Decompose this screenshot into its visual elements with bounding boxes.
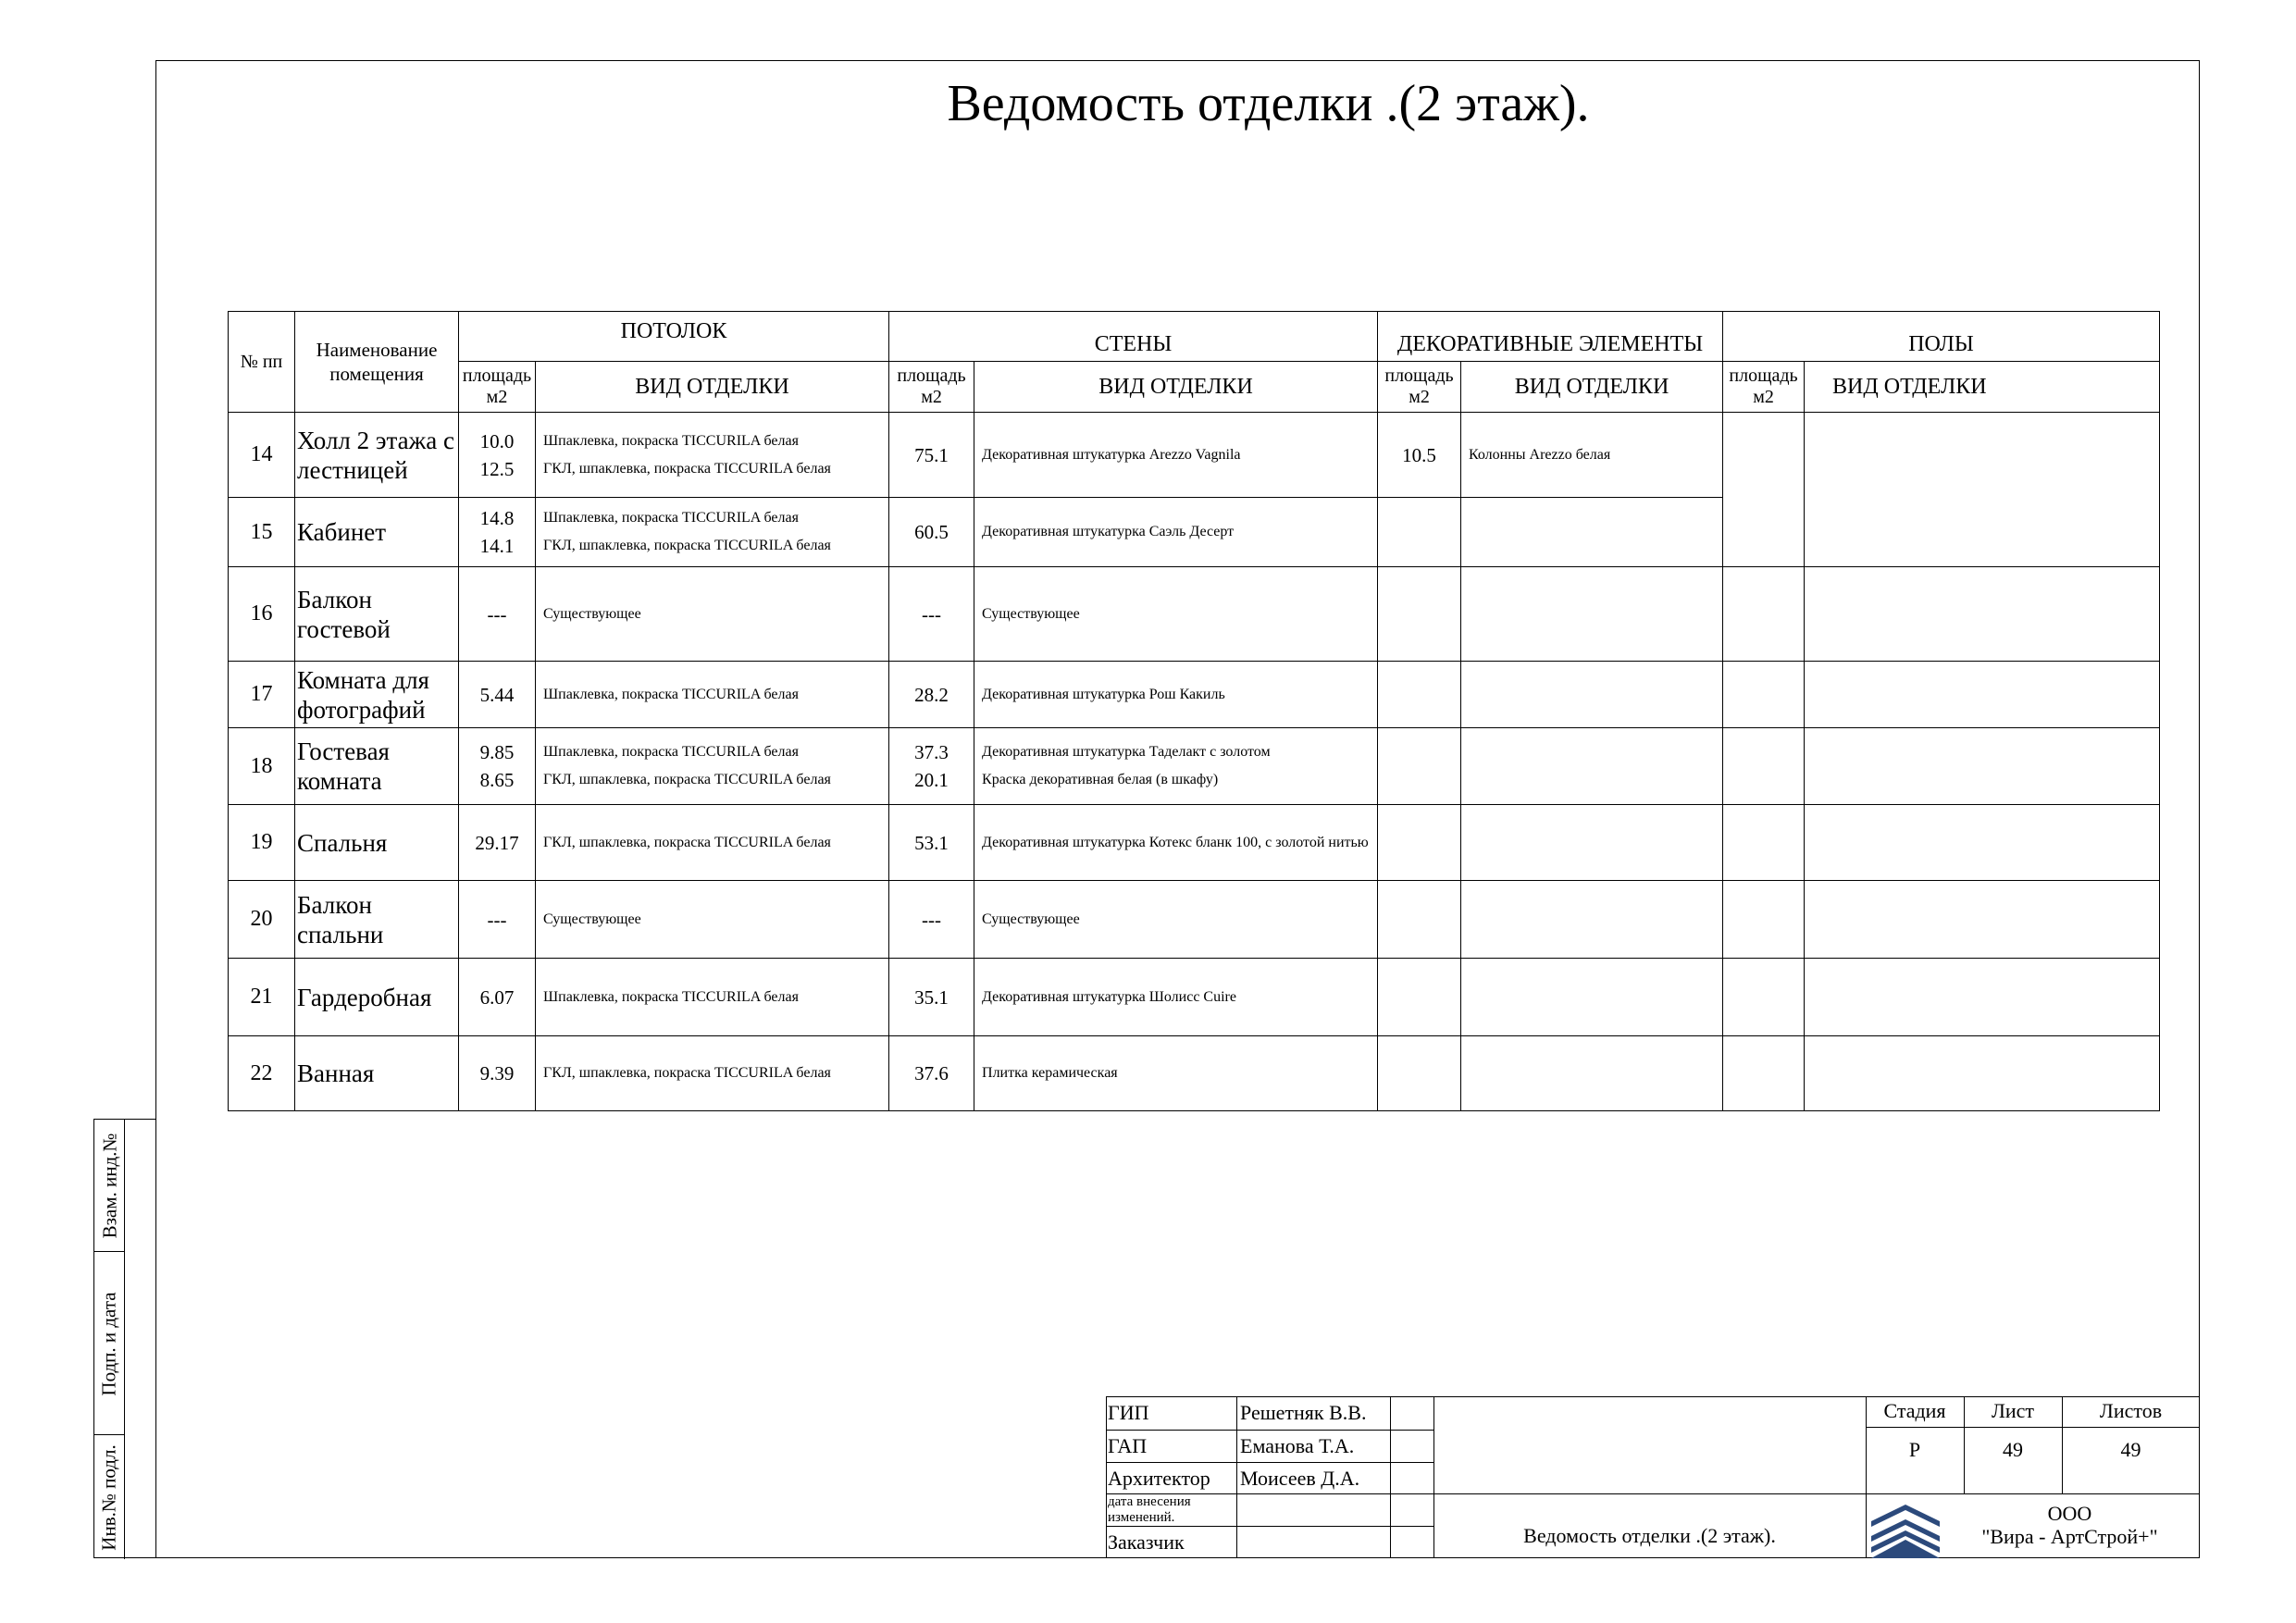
wall-area — [889, 567, 974, 662]
table-row — [229, 567, 2160, 662]
decor-finish — [1461, 498, 1723, 567]
room-name: Гостевая комната — [295, 728, 459, 805]
header-floor-finish: ВИД ОТДЕЛКИ — [1805, 362, 2160, 413]
decor-area — [1378, 1036, 1461, 1111]
floor-finish — [1805, 881, 2160, 959]
cell-line: 9.39 — [479, 1062, 515, 1084]
floor-area — [1723, 662, 1805, 728]
ceiling-finish — [536, 728, 889, 805]
floor-finish — [1805, 1036, 2160, 1111]
row-number: 21 — [229, 959, 295, 1036]
row-number: 15 — [229, 498, 295, 567]
ceiling-finish — [536, 805, 889, 881]
cell-line: Декоративная штукатурка Таделакт с золотом — [982, 744, 1271, 760]
cell-line: ГКЛ, шпаклевка, покраска TICCURILA белая — [543, 772, 831, 787]
cell-line: --- — [922, 602, 941, 626]
tb-divider — [1866, 1427, 2200, 1428]
floor-area — [1723, 728, 1805, 805]
cell-line: 75.1 — [914, 443, 949, 466]
cell-line: Декоративная штукатурка Arezzo Vagnila — [982, 446, 1241, 463]
header-walls: СТЕНЫ — [889, 312, 1378, 362]
company-line2: "Вира - АртСтрой+" — [1981, 1525, 2158, 1548]
table-row — [229, 413, 2160, 498]
header-decor-area: площадь м2 — [1378, 362, 1461, 413]
cell-line: ГКЛ, шпаклевка, покраска TICCURILA белая — [543, 538, 831, 553]
ceiling-finish — [536, 959, 889, 1036]
company-line1: ООО — [2047, 1502, 2092, 1525]
wall-finish — [974, 413, 1378, 498]
finishing-schedule-table — [228, 311, 2160, 1111]
room-name: Спальня — [295, 805, 459, 881]
ceiling-area — [459, 881, 536, 959]
ceiling-finish — [536, 662, 889, 728]
decor-area — [1378, 805, 1461, 881]
cell-line: Существующее — [543, 911, 641, 927]
wall-area — [889, 498, 974, 567]
ceiling-finish — [536, 881, 889, 959]
table-row — [229, 959, 2160, 1036]
decor-finish — [1461, 662, 1723, 728]
wall-finish — [974, 881, 1378, 959]
side-label-vzam: Взам. инд.№ — [98, 1133, 121, 1239]
cell-line: 28.2 — [914, 683, 949, 706]
cell-line: Декоративная штукатурка Шолисс Cuire — [982, 988, 1236, 1005]
decor-area: 10.5 — [1378, 413, 1461, 498]
wall-finish — [974, 1036, 1378, 1111]
tb-person: Решетняк В.В. — [1240, 1401, 1367, 1424]
cell-line: 37.6 — [914, 1062, 949, 1084]
stage-label: Стадия — [1883, 1399, 1946, 1422]
ceiling-finish — [536, 413, 889, 498]
header-ceil-area: площадь м2 — [459, 362, 536, 413]
cell-line: Шпаклевка, покраска TICCURILA белая — [543, 686, 799, 702]
table-row — [229, 662, 2160, 728]
wall-area — [889, 881, 974, 959]
header-decor-finish: ВИД ОТДЕЛКИ — [1461, 362, 1723, 413]
sheet-label: Лист — [1991, 1399, 2035, 1422]
cell-line: 53.1 — [914, 831, 949, 854]
cell-line: 10.0 — [479, 429, 515, 452]
wall-area — [889, 1036, 974, 1111]
ceiling-area — [459, 959, 536, 1036]
cell-line: Шпаклевка, покраска TICCURILA белая — [543, 510, 799, 526]
cell-line: Декоративная штукатурка Котекс бланк 100, с золотой нитью — [982, 834, 1369, 850]
wall-finish — [974, 498, 1378, 567]
row-number: 16 — [229, 567, 295, 662]
header-floors: ПОЛЫ — [1723, 312, 2160, 362]
cell-line: --- — [487, 908, 507, 931]
decor-area — [1378, 567, 1461, 662]
header-name: Наименование помещения — [295, 312, 459, 413]
decor-area — [1378, 498, 1461, 567]
header-ceiling: ПОТОЛОК — [459, 312, 889, 362]
ceiling-area — [459, 805, 536, 881]
tb-row-line — [1106, 1462, 1434, 1463]
cell-line: Декоративная штукатурка Саэль Десерт — [982, 524, 1235, 539]
wall-finish — [974, 567, 1378, 662]
cell-line: 60.5 — [914, 521, 949, 543]
tb-role: Заказчик — [1108, 1530, 1185, 1554]
table-row — [229, 805, 2160, 881]
tb-role: ГАП — [1108, 1434, 1148, 1457]
cell-line: 35.1 — [914, 985, 949, 1009]
wall-finish — [974, 662, 1378, 728]
doc-title: Ведомость отделки .(2 этаж). — [1523, 1524, 1776, 1547]
wall-area — [889, 959, 974, 1036]
floor-area — [1723, 413, 1805, 567]
floor-area — [1723, 881, 1805, 959]
cell-line: Существующее — [982, 911, 1080, 927]
cell-line: Шпаклевка, покраска TICCURILA белая — [543, 744, 799, 760]
ceiling-area — [459, 498, 536, 567]
table-row — [229, 728, 2160, 805]
header-decor: ДЕКОРАТИВНЫЕ ЭЛЕМЕНТЫ — [1378, 312, 1723, 362]
decor-area — [1378, 881, 1461, 959]
cell-line: --- — [922, 908, 941, 931]
room-name: Холл 2 этажа с лестницей — [295, 413, 459, 498]
cell-line: 5.44 — [479, 683, 515, 706]
row-number: 14 — [229, 413, 295, 498]
sheet-value: 49 — [2003, 1438, 2023, 1461]
decor-area — [1378, 662, 1461, 728]
tb-role: Архитектор — [1108, 1467, 1210, 1490]
wall-area — [889, 805, 974, 881]
wall-finish — [974, 959, 1378, 1036]
wall-finish — [974, 805, 1378, 881]
tb-role: ГИП — [1108, 1401, 1149, 1424]
room-name: Балкон гостевой — [295, 567, 459, 662]
tb-person: Моисеев Д.А. — [1240, 1467, 1360, 1490]
decor-area — [1378, 728, 1461, 805]
floor-finish — [1805, 413, 2160, 567]
cell-line: 29.17 — [475, 831, 519, 854]
row-number: 20 — [229, 881, 295, 959]
header-ceil-finish: ВИД ОТДЕЛКИ — [536, 362, 889, 413]
side-label-podp: Подп. и дата — [98, 1291, 121, 1396]
cell-line: 14.8 — [479, 507, 515, 529]
decor-finish — [1461, 881, 1723, 959]
floor-area — [1723, 1036, 1805, 1111]
row-number: 22 — [229, 1036, 295, 1111]
room-name: Балкон спальни — [295, 881, 459, 959]
tb-person: Еманова Т.А. — [1240, 1434, 1355, 1457]
cell-line: ГКЛ, шпаклевка, покраска TICCURILA белая — [543, 460, 831, 477]
table-row — [229, 881, 2160, 959]
cell-line: Существующее — [982, 605, 1080, 622]
table-row — [229, 1036, 2160, 1111]
sheets-value: 49 — [2120, 1438, 2141, 1461]
cell-line: Декоративная штукатурка Рош Какиль — [982, 686, 1225, 702]
wall-area — [889, 413, 974, 498]
floor-area — [1723, 567, 1805, 662]
cell-line: Краска декоративная белая (в шкафу) — [982, 772, 1219, 787]
cell-line: Существующее — [543, 605, 641, 622]
floor-finish — [1805, 805, 2160, 881]
cell-line: Шпаклевка, покраска TICCURILA белая — [543, 988, 799, 1005]
tb-row-line — [1106, 1526, 1434, 1527]
ceiling-area — [459, 728, 536, 805]
wall-area — [889, 728, 974, 805]
cell-line: Шпаклевка, покраска TICCURILA белая — [543, 432, 799, 449]
ceiling-finish — [536, 498, 889, 567]
floor-area — [1723, 805, 1805, 881]
cell-line: --- — [487, 602, 507, 626]
row-number: 18 — [229, 728, 295, 805]
ceiling-area — [459, 662, 536, 728]
decor-finish — [1461, 1036, 1723, 1111]
tb-divider — [1236, 1396, 1237, 1558]
page-title: Ведомость отделки .(2 этаж). — [947, 75, 1590, 132]
cell-line: 14.1 — [479, 535, 515, 557]
floor-finish — [1805, 959, 2160, 1036]
sheets-label: Листов — [2099, 1399, 2163, 1422]
cell-line: ГКЛ, шпаклевка, покраска TICCURILA белая — [543, 1065, 831, 1081]
floor-finish — [1805, 567, 2160, 662]
row-number: 17 — [229, 662, 295, 728]
row-number: 19 — [229, 805, 295, 881]
floor-finish — [1805, 728, 2160, 805]
cell-line: 8.65 — [479, 769, 515, 791]
cell-line: 37.3 — [914, 741, 949, 763]
tb-divider — [1433, 1493, 1867, 1494]
decor-area — [1378, 959, 1461, 1036]
ceiling-area — [459, 413, 536, 498]
decor-finish: Колонны Arezzo белая — [1461, 413, 1723, 498]
tb-divider — [1866, 1493, 2200, 1494]
cell-line: Плитка керамическая — [982, 1065, 1118, 1081]
header-wall-finish: ВИД ОТДЕЛКИ — [974, 362, 1378, 413]
cell-line: 12.5 — [479, 457, 515, 480]
ceiling-finish — [536, 1036, 889, 1111]
side-stamp — [93, 1119, 155, 1558]
room-name: Кабинет — [295, 498, 459, 567]
decor-finish — [1461, 805, 1723, 881]
company-logo-icon — [1871, 1499, 1940, 1558]
ceiling-finish — [536, 567, 889, 662]
ceiling-area — [459, 1036, 536, 1111]
decor-finish — [1461, 959, 1723, 1036]
ceiling-area — [459, 567, 536, 662]
floor-area — [1723, 959, 1805, 1036]
cell-line: 6.07 — [479, 985, 515, 1009]
tb-row-line — [1106, 1430, 1434, 1431]
room-name: Комната для фотографий — [295, 662, 459, 728]
decor-finish — [1461, 728, 1723, 805]
decor-finish — [1461, 567, 1723, 662]
tb-divider — [1390, 1396, 1391, 1558]
side-label-inv: Инв.№ подл. — [98, 1443, 120, 1551]
room-name: Гардеробная — [295, 959, 459, 1036]
header-num: № пп — [229, 312, 295, 413]
room-name: Ванная — [295, 1036, 459, 1111]
floor-finish — [1805, 662, 2160, 728]
cell-line: ГКЛ, шпаклевка, покраска TICCURILA белая — [543, 834, 831, 850]
tb-role: дата внесения изменений. — [1108, 1494, 1191, 1525]
header-floor-area: площадь м2 — [1723, 362, 1805, 413]
wall-finish — [974, 728, 1378, 805]
wall-area — [889, 662, 974, 728]
cell-line: 9.85 — [479, 741, 515, 763]
header-wall-area: площадь м2 — [889, 362, 974, 413]
stage-value: Р — [1908, 1438, 1921, 1461]
cell-line: 20.1 — [914, 769, 949, 791]
